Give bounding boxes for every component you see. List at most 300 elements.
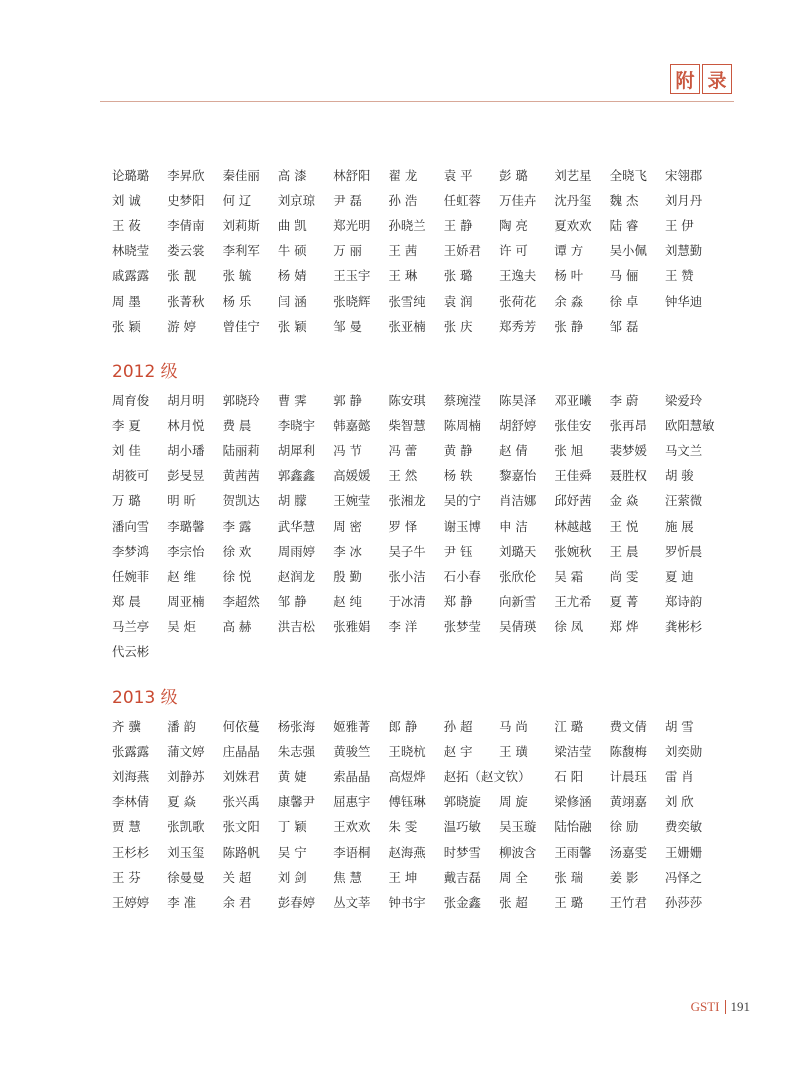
- name-cell: 石 阳: [554, 768, 584, 784]
- name-cell: 黄翊嘉: [609, 794, 647, 810]
- name-cell: 吴倩瑛: [499, 619, 537, 635]
- name-cell: 王婉莹: [333, 493, 371, 509]
- name-cell: 夏 迪: [664, 568, 694, 584]
- name-cell: 邹 磊: [609, 318, 639, 334]
- name-cell: 王 静: [443, 217, 473, 233]
- name-cell: 费文倩: [609, 718, 647, 734]
- name-cell: 邹 曼: [333, 318, 362, 334]
- name-cell: 郑诗韵: [664, 594, 703, 610]
- name-cell: 裴梦媛: [609, 442, 647, 458]
- name-row: [112, 412, 715, 437]
- name-cell: 胡 骏: [664, 468, 694, 484]
- name-cell: 翟 龙: [388, 167, 418, 183]
- name-cell: 何 辽: [222, 192, 252, 208]
- name-cell: 周 全: [499, 869, 528, 885]
- name-cell: 韩嘉懿: [333, 417, 371, 433]
- name-cell: 陆丽莉: [222, 442, 260, 458]
- name-cell: 夏 焱: [167, 794, 197, 810]
- name-cell: 陈周楠: [443, 417, 481, 433]
- name-cell: 张晓辉: [333, 293, 371, 309]
- name-cell: 梁修涵: [554, 794, 592, 810]
- name-cell: 张 静: [554, 318, 584, 334]
- name-cell: 罗 怿: [388, 518, 418, 534]
- name-cell: 邓亚曦: [554, 392, 592, 408]
- name-cell: 陆 睿: [609, 217, 639, 233]
- name-cell: 孙 浩: [388, 192, 418, 208]
- name-row: [112, 263, 712, 288]
- name-cell: 张 靓: [167, 268, 197, 284]
- name-cell: 王 然: [388, 468, 418, 484]
- name-cell: 吴小佩: [609, 243, 647, 259]
- name-cell: 王雨馨: [554, 844, 592, 860]
- page-number: 191: [730, 999, 750, 1014]
- page-footer: [691, 999, 750, 1015]
- name-cell: 郭 静: [333, 392, 362, 408]
- name-cell: 李 露: [222, 518, 252, 534]
- name-cell: 论璐璐: [112, 167, 150, 183]
- name-cell: 高 漆: [277, 167, 307, 183]
- name-cell: 马 尚: [499, 718, 528, 734]
- name-cell: 康馨尹: [277, 794, 316, 810]
- name-row: [112, 437, 712, 462]
- name-cell: 王 晨: [609, 543, 639, 559]
- name-cell: 齐 骥: [112, 718, 141, 734]
- name-cell: 汤嘉雯: [609, 844, 647, 860]
- name-cell: 吴玉璇: [499, 819, 537, 835]
- name-cell: 秦佳丽: [222, 167, 260, 183]
- name-cell: 徐 卓: [609, 293, 639, 309]
- name-cell: 牛 硕: [277, 243, 307, 259]
- name-cell: 傅钰琳: [388, 794, 426, 810]
- name-cell: 周 墨: [112, 293, 141, 309]
- name-cell: 王佳舜: [554, 468, 592, 484]
- name-cell: 潘 韵: [167, 718, 197, 734]
- name-cell: 戚露露: [112, 268, 150, 284]
- name-cell: 姜 影: [609, 869, 639, 885]
- name-row: [112, 488, 712, 513]
- name-cell: 郎 静: [388, 718, 418, 734]
- name-cell: 马兰亭: [112, 619, 150, 635]
- name-cell: 徐 悦: [222, 568, 252, 584]
- name-cell: 陈安琪: [388, 392, 426, 408]
- name-cell: 刘莉斯: [222, 217, 260, 233]
- name-cell: 柳波含: [499, 844, 537, 860]
- name-cell: 张荷花: [499, 293, 537, 309]
- name-cell: 贺凯达: [222, 493, 260, 509]
- name-cell: 明 昕: [167, 493, 197, 509]
- name-cell: 陈昊泽: [499, 392, 537, 408]
- name-cell: 李宗怡: [167, 543, 205, 559]
- name-cell: 郑光明: [333, 217, 371, 233]
- name-cell: 蔡琬滢: [443, 392, 481, 408]
- name-cell: 梁爱玲: [664, 392, 703, 408]
- name-cell: 黄 婕: [277, 768, 307, 784]
- name-cell: 梁洁莹: [554, 743, 592, 759]
- name-cell: 王欢欢: [333, 819, 371, 835]
- name-cell: 张雪纯: [388, 293, 426, 309]
- name-cell: 王晓杭: [388, 743, 426, 759]
- name-cell: 李利军: [222, 243, 260, 259]
- name-cell: 徐曼曼: [167, 869, 205, 885]
- name-cell: 罗忻晨: [664, 543, 703, 559]
- name-cell: 徐 凤: [554, 619, 584, 635]
- name-cell: 李晓宇: [277, 417, 316, 433]
- name-cell: 李语桐: [333, 844, 371, 860]
- name-cell: 高 赫: [222, 619, 252, 635]
- name-row: [112, 789, 712, 814]
- name-cell: 胡小璠: [167, 442, 205, 458]
- name-cell: 钟华迪: [664, 293, 703, 309]
- name-cell: 洪吉松: [277, 619, 316, 635]
- name-cell: 冯 节: [333, 442, 362, 458]
- name-cell: 刘静苏: [167, 768, 205, 784]
- name-cell: 孙莎莎: [664, 894, 703, 910]
- appendix-title: [670, 64, 732, 94]
- name-cell: 张 瑞: [554, 869, 584, 885]
- name-row: [112, 864, 712, 889]
- name-cell: 朱 雯: [388, 819, 418, 835]
- name-cell: 赵 维: [167, 568, 197, 584]
- name-cell: 刘 佳: [112, 442, 141, 458]
- name-cell: 谭 方: [554, 243, 584, 259]
- name-cell: 尹 磊: [333, 192, 362, 208]
- name-cell: 郑 烨: [609, 619, 639, 635]
- name-cell: 余 君: [222, 894, 252, 910]
- name-cell: 余 淼: [554, 293, 584, 309]
- name-cell: 张 颖: [277, 318, 307, 334]
- name-cell: 冯怿之: [664, 869, 703, 885]
- name-cell: 李 冰: [333, 543, 362, 559]
- name-cell: 吴 炬: [167, 619, 197, 635]
- name-cell: 索晶晶: [333, 768, 371, 784]
- name-cell: 陶 亮: [499, 217, 528, 233]
- name-cell: 关 超: [222, 869, 252, 885]
- name-cell: 王 悦: [609, 518, 639, 534]
- name-row: [112, 513, 712, 538]
- name-cell: 万 丽: [333, 243, 362, 259]
- name-cell: 胡筱可: [112, 468, 150, 484]
- name-cell: 聂胜权: [609, 468, 647, 484]
- name-cell: 娄云裳: [167, 243, 205, 259]
- name-cell: 石小春: [443, 568, 481, 584]
- name-cell: 袁 平: [443, 167, 473, 183]
- name-cell: 周雨婷: [277, 543, 316, 559]
- name-cell: 邹 静: [277, 594, 307, 610]
- name-cell: 张金鑫: [443, 894, 481, 910]
- name-cell: 周 密: [333, 518, 362, 534]
- name-cell: 赵拓（赵文钦）: [443, 768, 531, 784]
- name-cell: 刘璐天: [499, 543, 537, 559]
- title-char: 录: [702, 64, 732, 94]
- name-cell: 郭鑫鑫: [277, 468, 316, 484]
- name-cell: 赵海燕: [388, 844, 426, 860]
- name-cell: 胡舒婷: [499, 417, 537, 433]
- name-cell: 任虹蓉: [443, 192, 481, 208]
- name-cell: 殷 勤: [333, 568, 362, 584]
- name-cell: 赵 宇: [443, 743, 473, 759]
- name-cell: 高媛媛: [333, 468, 371, 484]
- name-cell: 何依蔓: [222, 718, 260, 734]
- name-cell: 向新雪: [499, 594, 537, 610]
- name-row: [112, 212, 712, 237]
- name-cell: 丁 颖: [277, 819, 307, 835]
- name-cell: 蒲文婷: [167, 743, 205, 759]
- name-cell: 彭春婷: [277, 894, 316, 910]
- name-cell: 朱志强: [277, 743, 316, 759]
- name-row: [112, 463, 712, 488]
- name-cell: 周育俊: [112, 392, 150, 408]
- name-cell: 胡 朦: [277, 493, 307, 509]
- name-row: [112, 614, 712, 639]
- name-cell: 夏欢欢: [554, 217, 592, 233]
- name-cell: 刘 诚: [112, 192, 141, 208]
- name-cell: 杨张海: [277, 718, 316, 734]
- name-cell: 曹 霁: [277, 392, 307, 408]
- name-cell: 武华慧: [277, 518, 316, 534]
- name-cell: 李超然: [222, 594, 260, 610]
- name-row: [112, 238, 712, 263]
- name-cell: 张雅娟: [333, 619, 371, 635]
- name-cell: 李梦鸿: [112, 543, 150, 559]
- name-cell: 刘奕勋: [664, 743, 703, 759]
- name-cell: 黄 静: [443, 442, 473, 458]
- name-cell: 林晓莹: [112, 243, 150, 259]
- name-cell: 肖洁娜: [499, 493, 537, 509]
- name-cell: 吴 宁: [277, 844, 307, 860]
- footer-brand: GSTI: [690, 999, 720, 1014]
- name-cell: 时梦雪: [443, 844, 481, 860]
- name-cell: 张再昂: [609, 417, 647, 433]
- name-row: [112, 538, 712, 563]
- name-cell: 黄骏竺: [333, 743, 371, 759]
- name-cell: 吴的宁: [443, 493, 481, 509]
- name-cell: 林越越: [554, 518, 592, 534]
- name-cell: 赵 纯: [333, 594, 362, 610]
- name-cell: 曾佳宁: [222, 318, 260, 334]
- name-cell: 郑 静: [443, 594, 473, 610]
- name-cell: 费 晨: [222, 417, 252, 433]
- name-cell: 刘慧勤: [664, 243, 703, 259]
- name-cell: 杨 乐: [222, 293, 252, 309]
- name-cell: 徐 欢: [222, 543, 252, 559]
- name-cell: 计晨珏: [609, 768, 647, 784]
- name-cell: 潘向雪: [112, 518, 150, 534]
- name-cell: 刘玉玺: [167, 844, 205, 860]
- name-cell: 陆怡融: [554, 819, 592, 835]
- name-cell: 陈馥梅: [609, 743, 647, 759]
- name-cell: 全晓飞: [609, 167, 647, 183]
- name-row: [112, 313, 712, 338]
- name-cell: 吴 霜: [554, 568, 584, 584]
- name-row: [112, 288, 712, 313]
- name-cell: 魏 杰: [609, 192, 639, 208]
- name-cell: 陈路帆: [222, 844, 260, 860]
- name-row: [112, 738, 712, 763]
- name-cell: 刘京琼: [277, 192, 316, 208]
- name-row: [112, 763, 712, 788]
- footer-separator: [725, 1000, 726, 1014]
- name-cell: 张婉秋: [554, 543, 592, 559]
- name-cell: 丛文莘: [333, 894, 371, 910]
- name-cell: 王 琳: [388, 268, 418, 284]
- name-cell: 张菁秋: [167, 293, 205, 309]
- name-cell: 王 芬: [112, 869, 141, 885]
- name-cell: 王 璜: [499, 743, 528, 759]
- name-cell: 赵 倩: [499, 442, 528, 458]
- name-cell: 张露露: [112, 743, 150, 759]
- name-cell: 史梦阳: [167, 192, 205, 208]
- header-divider: [100, 101, 734, 102]
- name-cell: 李 夏: [112, 417, 141, 433]
- name-cell: 王竹君: [609, 894, 647, 910]
- name-cell: 胡月明: [167, 392, 205, 408]
- name-cell: 张 颖: [112, 318, 141, 334]
- name-cell: 袁 润: [443, 293, 473, 309]
- name-cell: 张 毓: [222, 268, 252, 284]
- name-row: [112, 713, 712, 738]
- name-cell: 林舒阳: [333, 167, 371, 183]
- name-cell: 欧阳慧敏: [664, 417, 715, 433]
- name-cell: 江 璐: [554, 718, 584, 734]
- name-cell: 万佳卉: [499, 192, 537, 208]
- name-cell: 龚彬杉: [664, 619, 703, 635]
- name-cell: 刘 欣: [664, 794, 694, 810]
- name-cell: 王尤希: [554, 594, 592, 610]
- name-cell: 游 婷: [167, 318, 197, 334]
- name-cell: 王娇君: [443, 243, 481, 259]
- name-cell: 温巧敏: [443, 819, 481, 835]
- name-cell: 刘月丹: [664, 192, 703, 208]
- name-cell: 许 可: [499, 243, 528, 259]
- name-row: [112, 563, 712, 588]
- name-cell: 张佳安: [554, 417, 592, 433]
- name-cell: 闫 涵: [277, 293, 307, 309]
- name-cell: 王 伊: [664, 217, 694, 233]
- name-cell: 李 准: [167, 894, 197, 910]
- name-cell: 夏 菁: [609, 594, 639, 610]
- name-cell: 李倩南: [167, 217, 205, 233]
- name-cell: 刘艺星: [554, 167, 592, 183]
- name-cell: 张凯歌: [167, 819, 205, 835]
- name-cell: 郭晓玲: [222, 392, 260, 408]
- name-cell: 彭旻昱: [167, 468, 205, 484]
- names-grid-2012: [112, 387, 715, 664]
- name-cell: 王杉杉: [112, 844, 150, 860]
- name-cell: 张 璐: [443, 268, 473, 284]
- name-cell: 徐 励: [609, 819, 639, 835]
- name-cell: 刘姝君: [222, 768, 260, 784]
- name-cell: 汪萦微: [664, 493, 703, 509]
- name-cell: 尚 雯: [609, 568, 639, 584]
- name-cell: 雷 肖: [664, 768, 694, 784]
- name-cell: 沈丹玺: [554, 192, 592, 208]
- name-cell: 胡 雪: [664, 718, 694, 734]
- name-cell: 马 俪: [609, 268, 639, 284]
- name-cell: 王玉宇: [333, 268, 371, 284]
- name-cell: 费奕敏: [664, 819, 703, 835]
- name-cell: 马文兰: [664, 442, 703, 458]
- name-cell: 王婷婷: [112, 894, 150, 910]
- name-cell: 钟书宇: [388, 894, 426, 910]
- name-cell: 黄茜茜: [222, 468, 260, 484]
- name-row: [112, 639, 712, 664]
- name-cell: 冯 蕾: [388, 442, 418, 458]
- name-cell: 万 璐: [112, 493, 141, 509]
- name-cell: 李昇欣: [167, 167, 205, 183]
- name-cell: 彭 璐: [499, 167, 528, 183]
- name-cell: 杨 叶: [554, 268, 584, 284]
- name-cell: 王 莜: [112, 217, 141, 233]
- name-row: [112, 589, 712, 614]
- name-cell: 代云彬: [112, 644, 150, 660]
- name-cell: 张湘龙: [388, 493, 426, 509]
- name-cell: 戴吉磊: [443, 869, 481, 885]
- name-cell: 孙 超: [443, 718, 473, 734]
- name-cell: 申 洁: [499, 518, 528, 534]
- name-cell: 高煜烨: [388, 768, 426, 784]
- name-cell: 李林倩: [112, 794, 150, 810]
- name-cell: 王 赞: [664, 268, 694, 284]
- section-heading-2013: 2013 级: [112, 688, 178, 708]
- name-cell: 焦 慧: [333, 869, 362, 885]
- names-grid-continued: [112, 162, 712, 338]
- name-cell: 张亚楠: [388, 318, 426, 334]
- name-cell: 刘 剑: [277, 869, 307, 885]
- name-cell: 邱妤茜: [554, 493, 592, 509]
- name-cell: 张文阳: [222, 819, 260, 835]
- name-cell: 金 焱: [609, 493, 639, 509]
- title-char: 附: [670, 64, 700, 94]
- name-row: [112, 839, 712, 864]
- name-cell: 于冰清: [388, 594, 426, 610]
- name-cell: 杨 婧: [277, 268, 307, 284]
- name-cell: 张梦莹: [443, 619, 481, 635]
- name-cell: 李 蔚: [609, 392, 639, 408]
- name-cell: 曲 凯: [277, 217, 307, 233]
- section-heading-2012: 2012 级: [112, 362, 178, 382]
- name-cell: 屈惠宇: [333, 794, 371, 810]
- name-cell: 王 璐: [554, 894, 584, 910]
- name-cell: 王逸夫: [499, 268, 537, 284]
- name-cell: 张兴禹: [222, 794, 260, 810]
- name-cell: 谢玉博: [443, 518, 481, 534]
- name-cell: 尹 钰: [443, 543, 473, 559]
- name-cell: 王 茜: [388, 243, 418, 259]
- name-cell: 林月悦: [167, 417, 205, 433]
- name-cell: 施 展: [664, 518, 694, 534]
- name-row: [112, 187, 712, 212]
- name-cell: 贾 慧: [112, 819, 141, 835]
- name-cell: 李璐馨: [167, 518, 205, 534]
- name-cell: 赵润龙: [277, 568, 316, 584]
- name-cell: 黎嘉怡: [499, 468, 537, 484]
- name-cell: 张 庆: [443, 318, 473, 334]
- name-cell: 王 坤: [388, 869, 418, 885]
- name-cell: 王姗姗: [664, 844, 703, 860]
- name-cell: 孙晓兰: [388, 217, 426, 233]
- name-cell: 郭晓旋: [443, 794, 481, 810]
- name-cell: 柴智慧: [388, 417, 426, 433]
- name-cell: 任婉菲: [112, 568, 150, 584]
- name-cell: 杨 轶: [443, 468, 473, 484]
- name-cell: 张小洁: [388, 568, 426, 584]
- name-cell: 周亚楠: [167, 594, 205, 610]
- name-cell: 周 旋: [499, 794, 528, 810]
- name-row: [112, 162, 712, 187]
- name-cell: 张 旭: [554, 442, 584, 458]
- name-cell: 张欣伦: [499, 568, 537, 584]
- name-cell: 张 超: [499, 894, 528, 910]
